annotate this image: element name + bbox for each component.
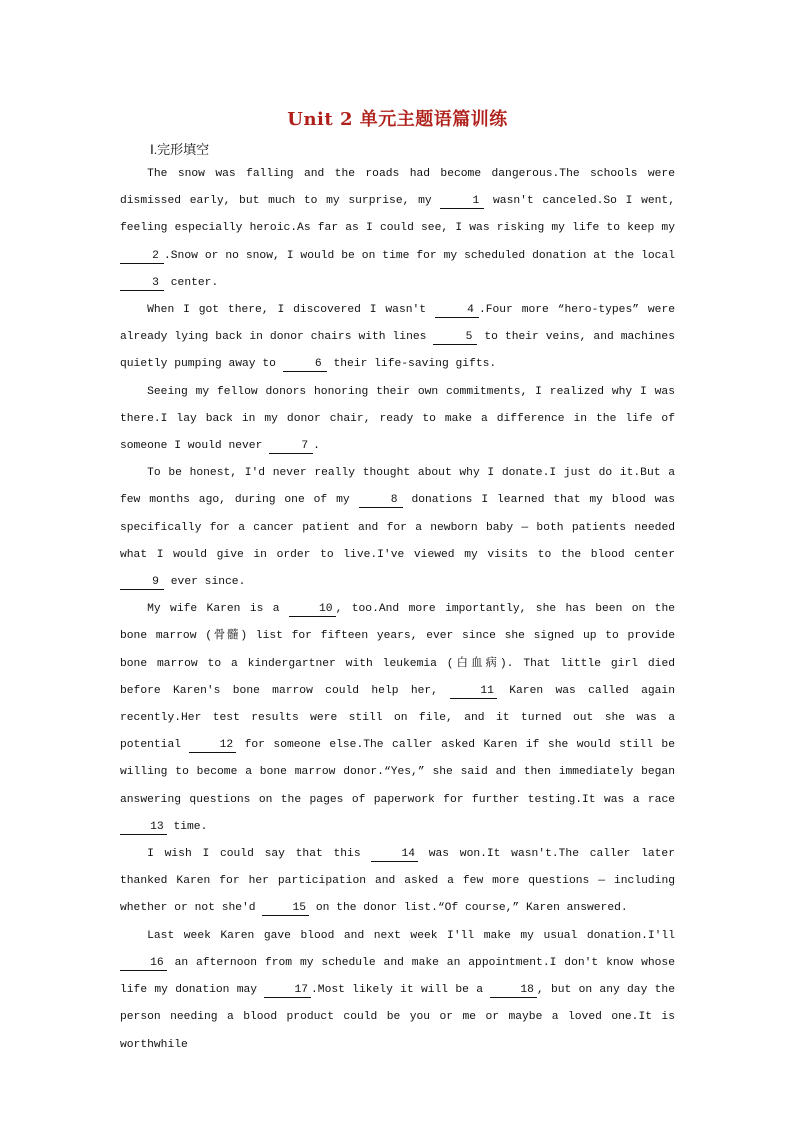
passage-text: , too.And more importantly, she has been on the bone marrow (骨髓) list for fifteen years, ever since she signed up to provide bone marrow to a kindergartner with leukemia (白血病). That little girl died before Karen's bone marrow could help her, xyxy=(120,603,676,697)
passage-text: center. xyxy=(164,276,219,289)
passage-text: time. xyxy=(166,820,208,833)
passage-text: My wife Karen is a xyxy=(147,603,289,616)
passage-text: ever since. xyxy=(164,576,246,589)
paragraph xyxy=(120,161,675,297)
passage-text: Last week Karen gave blood and next week I'll make my usual donation.I'll xyxy=(147,929,675,942)
passage-text: To be honest, I'd never really thought about why I donate.I just do it.But a few months ago, during one of my xyxy=(120,467,675,507)
answer-blank[interactable]: 14 xyxy=(371,847,418,862)
passage-text: an afternoon from my schedule and make an appointment.I don't know whose life my donation may xyxy=(120,956,675,997)
paragraph xyxy=(120,923,675,1059)
section-heading: Ⅰ.完形填空 xyxy=(150,142,210,157)
answer-blank[interactable]: 7 xyxy=(269,439,313,454)
passage-text: their life-saving gifts. xyxy=(326,358,497,371)
passage-text: , but on any day the person needing a blood product could be you or me or maybe a loved one.It is worthwhile xyxy=(120,984,675,1051)
passage-text: wasn't canceled.So I went, feeling especially heroic.As far as I could see, I was risking my life to keep my xyxy=(120,195,675,235)
answer-blank[interactable]: 16 xyxy=(120,956,167,971)
answer-blank[interactable]: 18 xyxy=(490,983,537,998)
paragraph xyxy=(120,596,675,841)
paragraph xyxy=(120,841,675,923)
passage-text: I wish I could say that this xyxy=(147,848,372,861)
passage-text: Karen was called again recently.Her test results were still on file, and it turned out she was a potential xyxy=(120,684,675,752)
passage-text: .Most likely it will be a xyxy=(311,984,491,997)
answer-blank[interactable]: 2 xyxy=(120,249,164,264)
answer-blank[interactable]: 3 xyxy=(120,276,164,291)
paragraph xyxy=(120,460,675,596)
passage-text: for someone else.The caller asked Karen if she would still be willing to become a bone marrow donor.“Yes,” she said and then immediately began answering questions on the pages of paperwork for further testing.It was a race xyxy=(120,739,675,806)
answer-blank[interactable]: 15 xyxy=(262,901,309,916)
passage-body xyxy=(120,161,675,1059)
page-title: Unit 2 单元主题语篇训练 xyxy=(287,109,508,130)
answer-blank[interactable]: 1 xyxy=(440,194,484,209)
passage-text: The snow was falling and the roads had become dangerous.The schools were dismissed early, but much to my surprise, my xyxy=(120,168,675,208)
passage-text: .Four more “hero-types” were already lying back in donor chairs with lines xyxy=(120,304,675,344)
answer-blank[interactable]: 13 xyxy=(120,820,167,835)
passage-text: Seeing my fellow donors honoring their own commitments, I realized why I was there.I lay back in my donor chair, ready to make a difference in the life of someone I would never xyxy=(120,385,675,453)
passage-text: .Snow or no snow, I would be on time for my scheduled donation at the local xyxy=(164,249,675,262)
answer-blank[interactable]: 11 xyxy=(450,684,497,699)
answer-blank[interactable]: 17 xyxy=(264,983,311,998)
answer-blank[interactable]: 12 xyxy=(189,738,236,753)
answer-blank[interactable]: 9 xyxy=(120,575,164,590)
paragraph xyxy=(120,379,675,461)
paragraph xyxy=(120,297,675,379)
passage-text: on the donor list.“Of course,” Karen answered. xyxy=(309,902,628,915)
passage-text: was won.It wasn't.The caller later thanked Karen for her participation and asked a few more questions — including whether or not she'd xyxy=(120,848,675,915)
answer-blank[interactable]: 5 xyxy=(433,330,477,345)
passage-text: donations I learned that my blood was specifically for a cancer patient and for a newborn baby — both patients needed what I would give in order to live.I've viewed my visits to the blood center xyxy=(120,494,675,561)
answer-blank[interactable]: 6 xyxy=(283,357,327,372)
passage-text: . xyxy=(313,440,320,453)
answer-blank[interactable]: 10 xyxy=(289,602,336,617)
answer-blank[interactable]: 4 xyxy=(435,303,479,318)
passage-text: to their veins, and machines quietly pumping away to xyxy=(120,331,675,371)
answer-blank[interactable]: 8 xyxy=(359,493,403,508)
passage-text: When I got there, I discovered I wasn't xyxy=(147,304,435,317)
